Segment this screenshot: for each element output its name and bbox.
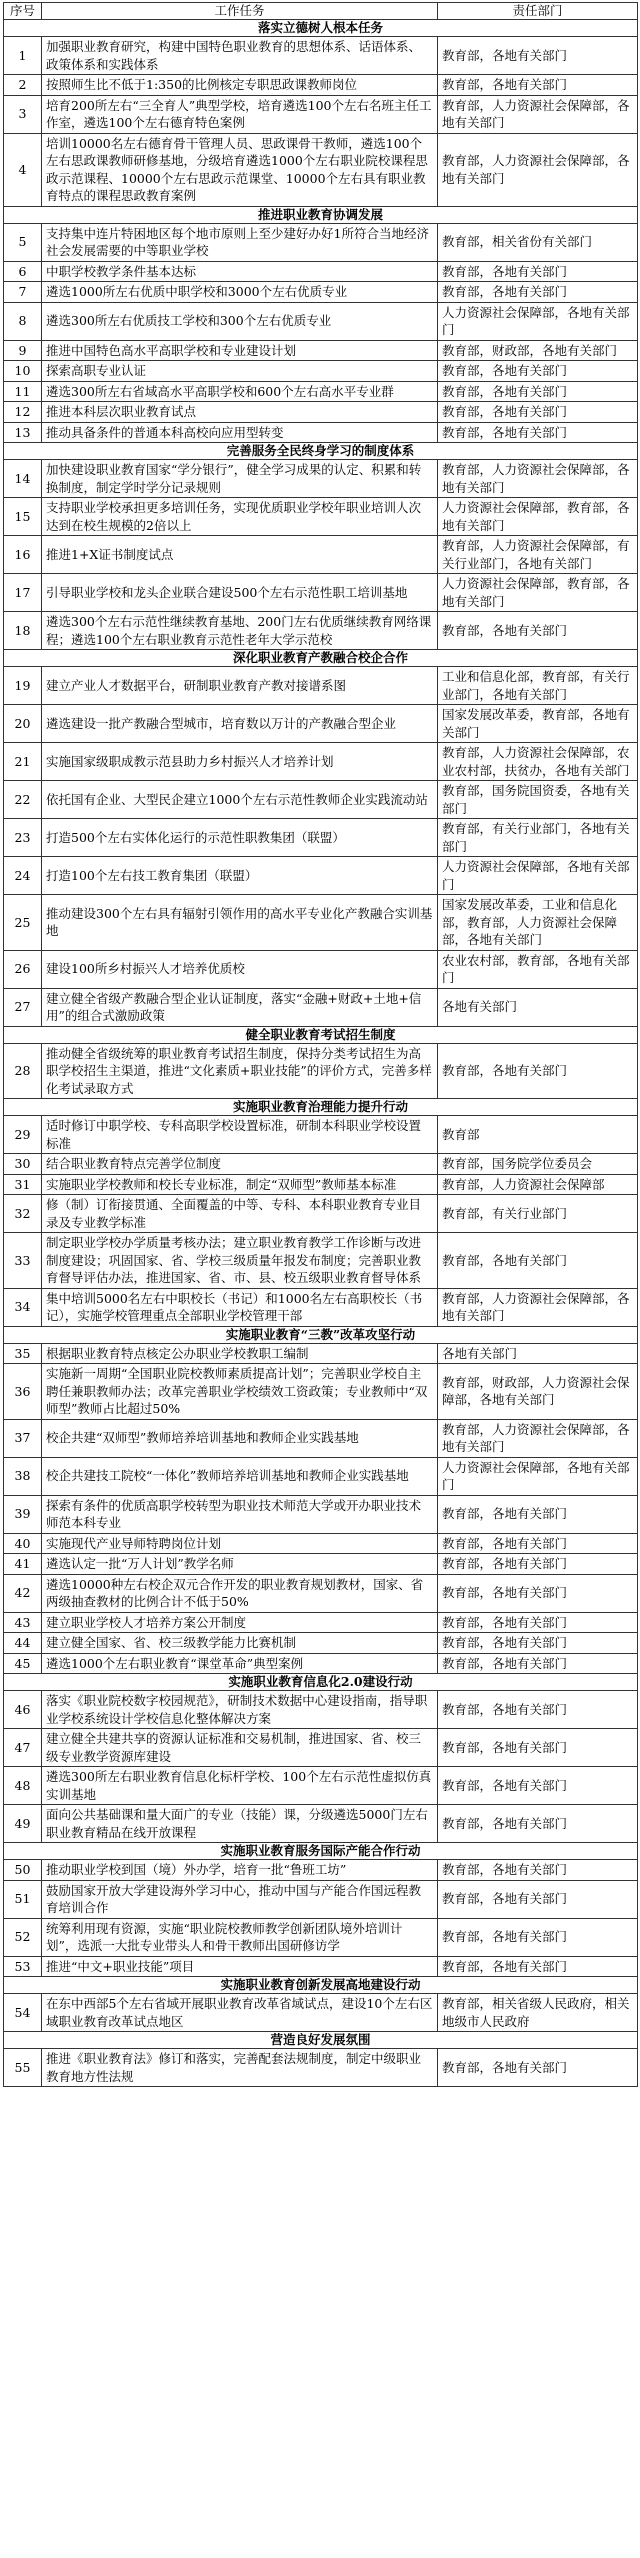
- row-task: 根据职业教育特点核定公办职业学校教职工编制: [42, 1343, 438, 1364]
- row-dept: 教育部，人力资源社会保障部，各地有关部门: [438, 95, 638, 133]
- table-row: [4, 1860, 638, 1881]
- table-row: [4, 1729, 638, 1767]
- row-number: 14: [4, 460, 42, 498]
- row-dept: 工业和信息化部，教育部，有关行业部门，各地有关部门: [438, 667, 638, 705]
- row-task: 推动建设300个左右具有辐射引领作用的高水平专业化产教融合实训基地: [42, 895, 438, 951]
- row-dept: 人力资源社会保障部，各地有关部门: [438, 302, 638, 340]
- row-task: 建立健全省级产教融合型企业认证制度，落实“金融+财政+土地+信用”的组合式激励政策: [42, 988, 438, 1026]
- table-row: [4, 460, 638, 498]
- row-number: 21: [4, 743, 42, 781]
- table-row: [4, 75, 638, 96]
- table-row: [4, 1116, 638, 1154]
- section-title: 完善服务全民终身学习的制度体系: [4, 443, 638, 460]
- row-task: 遴选300所左右省域高水平高职学校和600个左右高水平专业群: [42, 381, 438, 402]
- row-number: 47: [4, 1729, 42, 1767]
- section-title: 落实立德树人根本任务: [4, 20, 638, 37]
- row-task: 加强职业教育研究，构建中国特色职业教育的思想体系、话语体系、政策体系和实践体系: [42, 37, 438, 75]
- row-number: 12: [4, 402, 42, 423]
- table-row: [4, 1918, 638, 1956]
- row-task: 遴选1000个左右职业教育“课堂革命”典型案例: [42, 1653, 438, 1674]
- row-number: 13: [4, 422, 42, 443]
- table-row: [4, 422, 638, 443]
- table-row: [4, 1574, 638, 1612]
- table-row: [4, 667, 638, 705]
- row-task: 实施职业学校教师和校长专业标准，制定“双师型”教师基本标准: [42, 1174, 438, 1195]
- table-row: [4, 1043, 638, 1099]
- row-number: 41: [4, 1554, 42, 1575]
- table-row: [4, 1457, 638, 1495]
- table-row: [4, 950, 638, 988]
- row-task: 探索有条件的优质高职学校转型为职业技术师范大学或开办职业技术师范本科专业: [42, 1495, 438, 1533]
- row-number: 25: [4, 895, 42, 951]
- row-number: 33: [4, 1233, 42, 1289]
- row-number: 49: [4, 1805, 42, 1843]
- row-dept: 教育部，各地有关部门: [438, 1918, 638, 1956]
- table-row: [4, 536, 638, 574]
- table-body: [4, 20, 638, 2087]
- row-number: 9: [4, 340, 42, 361]
- section-row: [4, 1099, 638, 1116]
- row-task: 按照师生比不低于1:350的比例核定专职思政课教师岗位: [42, 75, 438, 96]
- row-task: 依托国有企业、大型民企建立1000个左右示范性教师企业实践流动站: [42, 781, 438, 819]
- row-dept: 国家发展改革委，教育部，各地有关部门: [438, 705, 638, 743]
- header-no: 序号: [4, 3, 42, 20]
- row-number: 22: [4, 781, 42, 819]
- row-task: 推进“中文+职业技能”项目: [42, 1956, 438, 1977]
- table-row: [4, 1691, 638, 1729]
- section-title: 深化职业教育产教融合校企合作: [4, 650, 638, 667]
- table-row: [4, 282, 638, 303]
- row-number: 37: [4, 1419, 42, 1457]
- table-row: [4, 361, 638, 382]
- row-task: 培育200所左右“三全育人”典型学校，培育遴选100个左右名班主任工作室，遴选100个左右德育特色案例: [42, 95, 438, 133]
- row-number: 10: [4, 361, 42, 382]
- table-row: [4, 1174, 638, 1195]
- row-dept: 国家发展改革委，工业和信息化部，教育部，人力资源社会保障部，各地有关部门: [438, 895, 638, 951]
- row-task: 校企共建技工院校“一体化”教师培养培训基地和教师企业实践基地: [42, 1457, 438, 1495]
- row-number: 54: [4, 1994, 42, 2032]
- row-number: 15: [4, 498, 42, 536]
- row-task: 面向公共基础课和量大面广的专业（技能）课，分级遴选5000门左右职业教育精品在线开放课程: [42, 1805, 438, 1843]
- row-dept: 人力资源社会保障部，各地有关部门: [438, 857, 638, 895]
- table-row: [4, 743, 638, 781]
- table-row: [4, 1288, 638, 1326]
- row-number: 40: [4, 1533, 42, 1554]
- row-number: 39: [4, 1495, 42, 1533]
- row-number: 26: [4, 950, 42, 988]
- row-task: 鼓励国家开放大学建设海外学习中心，推动中国与产能合作国远程教育培训合作: [42, 1880, 438, 1918]
- row-task: 推进《职业教育法》修订和落实，完善配套法规制度，制定中级职业教育地方性法规: [42, 2049, 438, 2087]
- row-number: 28: [4, 1043, 42, 1099]
- row-dept: 教育部，各地有关部门: [438, 1767, 638, 1805]
- row-number: 4: [4, 133, 42, 206]
- section-title: 实施职业教育服务国际产能合作行动: [4, 1843, 638, 1860]
- section-row: [4, 2032, 638, 2049]
- row-number: 7: [4, 282, 42, 303]
- table-row: [4, 1364, 638, 1420]
- row-dept: 教育部，各地有关部门: [438, 1233, 638, 1289]
- row-number: 46: [4, 1691, 42, 1729]
- table-row: [4, 261, 638, 282]
- section-title: 健全职业教育考试招生制度: [4, 1026, 638, 1043]
- table-row: [4, 1195, 638, 1233]
- row-task: 校企共建“双师型”教师培养培训基地和教师企业实践基地: [42, 1419, 438, 1457]
- row-task: 培训10000名左右德育骨干管理人员、思政课骨干教师，遴选100个左右思政课教师研修基地，分级培育遴选1000个左右职业院校课程思政示范课程、10000个左右思政示范课堂、10000个左右具有职业教育特点的课程思政教育案例: [42, 133, 438, 206]
- row-dept: 教育部，财政部，人力资源社会保障部，各地有关部门: [438, 1364, 638, 1420]
- row-number: 45: [4, 1653, 42, 1674]
- table-row: [4, 1653, 638, 1674]
- row-task: 实施现代产业导师特聘岗位计划: [42, 1533, 438, 1554]
- row-number: 19: [4, 667, 42, 705]
- row-number: 34: [4, 1288, 42, 1326]
- table-row: [4, 705, 638, 743]
- row-task: 统筹利用现有资源，实施“职业院校教师教学创新团队境外培训计划”，选派一大批专业带头人和骨干教师出国研修访学: [42, 1918, 438, 1956]
- table-row: [4, 498, 638, 536]
- table-row: [4, 1419, 638, 1457]
- section-title: 实施职业教育“三教”改革攻坚行动: [4, 1326, 638, 1343]
- table-row: [4, 988, 638, 1026]
- row-number: 35: [4, 1343, 42, 1364]
- row-number: 18: [4, 612, 42, 650]
- row-task: 推动职业学校到国（境）外办学，培育一批“鲁班工坊”: [42, 1860, 438, 1881]
- section-row: [4, 1026, 638, 1043]
- row-dept: 教育部，各地有关部门: [438, 1554, 638, 1575]
- table-row: [4, 1154, 638, 1175]
- row-task: 探索高职专业认证: [42, 361, 438, 382]
- row-number: 31: [4, 1174, 42, 1195]
- table-row: [4, 857, 638, 895]
- section-row: [4, 1674, 638, 1691]
- row-dept: 教育部，各地有关部门: [438, 1805, 638, 1843]
- row-task: 遴选10000种左右校企双元合作开发的职业教育规划教材，国家、省两级抽查教材的比例合计不低于50%: [42, 1574, 438, 1612]
- row-task: 推进本科层次职业教育试点: [42, 402, 438, 423]
- section-row: [4, 20, 638, 37]
- row-dept: 教育部，国务院学位委员会: [438, 1154, 638, 1175]
- row-number: 1: [4, 37, 42, 75]
- section-title: 推进职业教育协调发展: [4, 206, 638, 223]
- row-task: 结合职业教育特点完善学位制度: [42, 1154, 438, 1175]
- row-dept: 人力资源社会保障部，各地有关部门: [438, 1457, 638, 1495]
- row-task: 制定职业学校办学质量考核办法；建立职业教育教学工作诊断与改进制度建设；巩固国家、省、学校三级质量年报发布制度；完善职业教育督导评估办法，推进国家、省、市、县、校五级职业教育督导体系: [42, 1233, 438, 1289]
- row-dept: 教育部，各地有关部门: [438, 422, 638, 443]
- row-number: 6: [4, 261, 42, 282]
- row-dept: 教育部，人力资源社会保障部，各地有关部门: [438, 1288, 638, 1326]
- row-dept: 教育部，各地有关部门: [438, 261, 638, 282]
- row-dept: 教育部，各地有关部门: [438, 2049, 638, 2087]
- header-task: 工作任务: [42, 3, 438, 20]
- row-dept: 农业农村部，教育部，各地有关部门: [438, 950, 638, 988]
- row-number: 2: [4, 75, 42, 96]
- row-task: 实施新一周期“全国职业院校教师素质提高计划”；完善职业学校自主聘任兼职教师办法；改革完善职业学校绩效工资政策；专业教师中“双师型”教师占比超过50%: [42, 1364, 438, 1420]
- section-row: [4, 1843, 638, 1860]
- row-number: 20: [4, 705, 42, 743]
- row-task: 建立健全国家、省、校三级教学能力比赛机制: [42, 1633, 438, 1654]
- row-task: 实施国家级职成教示范县助力乡村振兴人才培养计划: [42, 743, 438, 781]
- row-dept: 教育部，各地有关部门: [438, 75, 638, 96]
- row-task: 推进中国特色高水平高职学校和专业建设计划: [42, 340, 438, 361]
- row-dept: 教育部，有关行业部门，各地有关部门: [438, 819, 638, 857]
- row-number: 24: [4, 857, 42, 895]
- row-dept: 教育部，国务院国资委，各地有关部门: [438, 781, 638, 819]
- row-task: 支持集中连片特困地区每个地市原则上至少建好办好1所符合当地经济社会发展需要的中等职业学校: [42, 223, 438, 261]
- table-row: [4, 1533, 638, 1554]
- section-row: [4, 1326, 638, 1343]
- row-task: 建立职业学校人才培养方案公开制度: [42, 1612, 438, 1633]
- row-task: 推动具备条件的普通本科高校向应用型转变: [42, 422, 438, 443]
- row-dept: 教育部，各地有关部门: [438, 1860, 638, 1881]
- row-dept: 教育部，各地有关部门: [438, 612, 638, 650]
- table-row: [4, 402, 638, 423]
- row-number: 32: [4, 1195, 42, 1233]
- row-number: 51: [4, 1880, 42, 1918]
- row-dept: 教育部，各地有关部门: [438, 1653, 638, 1674]
- row-dept: 教育部，各地有关部门: [438, 1533, 638, 1554]
- row-number: 16: [4, 536, 42, 574]
- table-row: [4, 381, 638, 402]
- row-number: 23: [4, 819, 42, 857]
- section-row: [4, 1977, 638, 1994]
- row-dept: 教育部，相关省级人民政府，相关地级市人民政府: [438, 1994, 638, 2032]
- row-task: 在东中西部5个左右省域开展职业教育改革省域试点，建设10个左右区域职业教育改革试点地区: [42, 1994, 438, 2032]
- section-title: 实施职业教育信息化2.0建设行动: [4, 1674, 638, 1691]
- section-title: 营造良好发展氛围: [4, 2032, 638, 2049]
- row-dept: 教育部，各地有关部门: [438, 37, 638, 75]
- row-dept: 教育部，人力资源社会保障部，有关行业部门，各地有关部门: [438, 536, 638, 574]
- row-task: 建立健全共建共享的资源认证标准和交易机制，推进国家、省、校三级专业教学资源库建设: [42, 1729, 438, 1767]
- section-title: 实施职业教育创新发展高地建设行动: [4, 1977, 638, 1994]
- table-row: [4, 819, 638, 857]
- table-row: [4, 1343, 638, 1364]
- table-row: [4, 1880, 638, 1918]
- table-row: [4, 1956, 638, 1977]
- row-number: 36: [4, 1364, 42, 1420]
- table-row: [4, 1633, 638, 1654]
- table-row: [4, 95, 638, 133]
- row-dept: 教育部，人力资源社会保障部，农业农村部，扶贫办，各地有关部门: [438, 743, 638, 781]
- table-row: [4, 223, 638, 261]
- table-row: [4, 895, 638, 951]
- table-row: [4, 133, 638, 206]
- table-row: [4, 1233, 638, 1289]
- header-dept: 责任部门: [438, 3, 638, 20]
- row-task: 加快建设职业教育国家“学分银行”，健全学习成果的认定、积累和转换制度，制定学时学分记录规则: [42, 460, 438, 498]
- row-number: 30: [4, 1154, 42, 1175]
- row-dept: 教育部，各地有关部门: [438, 1729, 638, 1767]
- row-dept: 各地有关部门: [438, 988, 638, 1026]
- row-task: 落实《职业院校数字校园规范》，研制技术数据中心建设指南，指导职业学校系统设计学校信息化整体解决方案: [42, 1691, 438, 1729]
- row-dept: 教育部，有关行业部门: [438, 1195, 638, 1233]
- section-row: [4, 443, 638, 460]
- table-row: [4, 1994, 638, 2032]
- table-header-row: [4, 3, 638, 20]
- row-dept: 教育部，各地有关部门: [438, 361, 638, 382]
- row-task: 遴选1000所左右优质中职学校和3000个左右优质专业: [42, 282, 438, 303]
- table-row: [4, 1554, 638, 1575]
- row-number: 27: [4, 988, 42, 1026]
- row-number: 50: [4, 1860, 42, 1881]
- row-dept: 教育部，各地有关部门: [438, 282, 638, 303]
- row-number: 43: [4, 1612, 42, 1633]
- table-row: [4, 1495, 638, 1533]
- section-row: [4, 650, 638, 667]
- row-task: 遴选300所左右优质技工学校和300个左右优质专业: [42, 302, 438, 340]
- row-dept: 教育部，各地有关部门: [438, 402, 638, 423]
- row-number: 52: [4, 1918, 42, 1956]
- row-task: 遴选建设一批产教融合型城市，培育数以万计的产教融合型企业: [42, 705, 438, 743]
- row-task: 支持职业学校承担更多培训任务，实现优质职业学校年职业培训人次达到在校生规模的2倍以上: [42, 498, 438, 536]
- row-dept: 教育部，人力资源社会保障部，各地有关部门: [438, 1419, 638, 1457]
- row-dept: 教育部，各地有关部门: [438, 1574, 638, 1612]
- row-task: 推进1+X证书制度试点: [42, 536, 438, 574]
- row-task: 遴选认定一批“万人计划”教学名师: [42, 1554, 438, 1575]
- row-task: 打造500个左右实体化运行的示范性职教集团（联盟）: [42, 819, 438, 857]
- row-dept: 教育部，财政部，各地有关部门: [438, 340, 638, 361]
- row-task: 适时修订中职学校、专科高职学校设置标准，研制本科职业学校设置标准: [42, 1116, 438, 1154]
- row-dept: 教育部，人力资源社会保障部，各地有关部门: [438, 460, 638, 498]
- row-dept: 各地有关部门: [438, 1343, 638, 1364]
- row-dept: 教育部，人力资源社会保障部: [438, 1174, 638, 1195]
- row-dept: 教育部: [438, 1116, 638, 1154]
- table-row: [4, 781, 638, 819]
- row-task: 建设100所乡村振兴人才培养优质校: [42, 950, 438, 988]
- row-number: 42: [4, 1574, 42, 1612]
- section-row: [4, 206, 638, 223]
- row-task: 修（制）订衔接贯通、全面覆盖的中等、专科、本科职业教育专业目录及专业教学标准: [42, 1195, 438, 1233]
- task-table: [3, 2, 638, 2087]
- row-number: 48: [4, 1767, 42, 1805]
- row-task: 引导职业学校和龙头企业联合建设500个左右示范性职工培训基地: [42, 574, 438, 612]
- row-number: 11: [4, 381, 42, 402]
- row-task: 推动健全省级统筹的职业教育考试招生制度，保持分类考试招生为高职学校招生主渠道，推进“文化素质+职业技能”的评价方式，完善多样化考试录取方式: [42, 1043, 438, 1099]
- table-row: [4, 1767, 638, 1805]
- row-number: 8: [4, 302, 42, 340]
- row-dept: 教育部，各地有关部门: [438, 1691, 638, 1729]
- table-row: [4, 302, 638, 340]
- row-number: 55: [4, 2049, 42, 2087]
- row-number: 17: [4, 574, 42, 612]
- row-dept: 人力资源社会保障部，教育部，各地有关部门: [438, 574, 638, 612]
- row-task: 中职学校教学条件基本达标: [42, 261, 438, 282]
- row-dept: 人力资源社会保障部，教育部，各地有关部门: [438, 498, 638, 536]
- table-row: [4, 1612, 638, 1633]
- row-dept: 教育部，人力资源社会保障部，各地有关部门: [438, 133, 638, 206]
- row-dept: 教育部，各地有关部门: [438, 1633, 638, 1654]
- row-task: 集中培训5000名左右中职校长（书记）和1000名左右高职校长（书记），实施学校管理重点全部职业学校管理干部: [42, 1288, 438, 1326]
- table-row: [4, 2049, 638, 2087]
- section-title: 实施职业教育治理能力提升行动: [4, 1099, 638, 1116]
- table-row: [4, 612, 638, 650]
- row-task: 遴选300个左右示范性继续教育基地、200门左右优质继续教育网络课程；遴选100个左右职业教育示范性老年大学示范校: [42, 612, 438, 650]
- row-task: 遴选300所左右职业教育信息化标杆学校、100个左右示范性虚拟仿真实训基地: [42, 1767, 438, 1805]
- row-dept: 教育部，各地有关部门: [438, 1495, 638, 1533]
- row-task: 建立产业人才数据平台，研制职业教育产教对接谱系图: [42, 667, 438, 705]
- table-row: [4, 1805, 638, 1843]
- row-dept: 教育部，相关省份有关部门: [438, 223, 638, 261]
- row-dept: 教育部，各地有关部门: [438, 1043, 638, 1099]
- row-dept: 教育部，各地有关部门: [438, 1956, 638, 1977]
- row-dept: 教育部，各地有关部门: [438, 381, 638, 402]
- row-number: 44: [4, 1633, 42, 1654]
- row-number: 53: [4, 1956, 42, 1977]
- row-number: 5: [4, 223, 42, 261]
- table-row: [4, 574, 638, 612]
- row-dept: 教育部，各地有关部门: [438, 1612, 638, 1633]
- row-number: 29: [4, 1116, 42, 1154]
- row-dept: 教育部，各地有关部门: [438, 1880, 638, 1918]
- table-row: [4, 340, 638, 361]
- row-number: 38: [4, 1457, 42, 1495]
- row-task: 打造100个左右技工教育集团（联盟）: [42, 857, 438, 895]
- row-number: 3: [4, 95, 42, 133]
- table-row: [4, 37, 638, 75]
